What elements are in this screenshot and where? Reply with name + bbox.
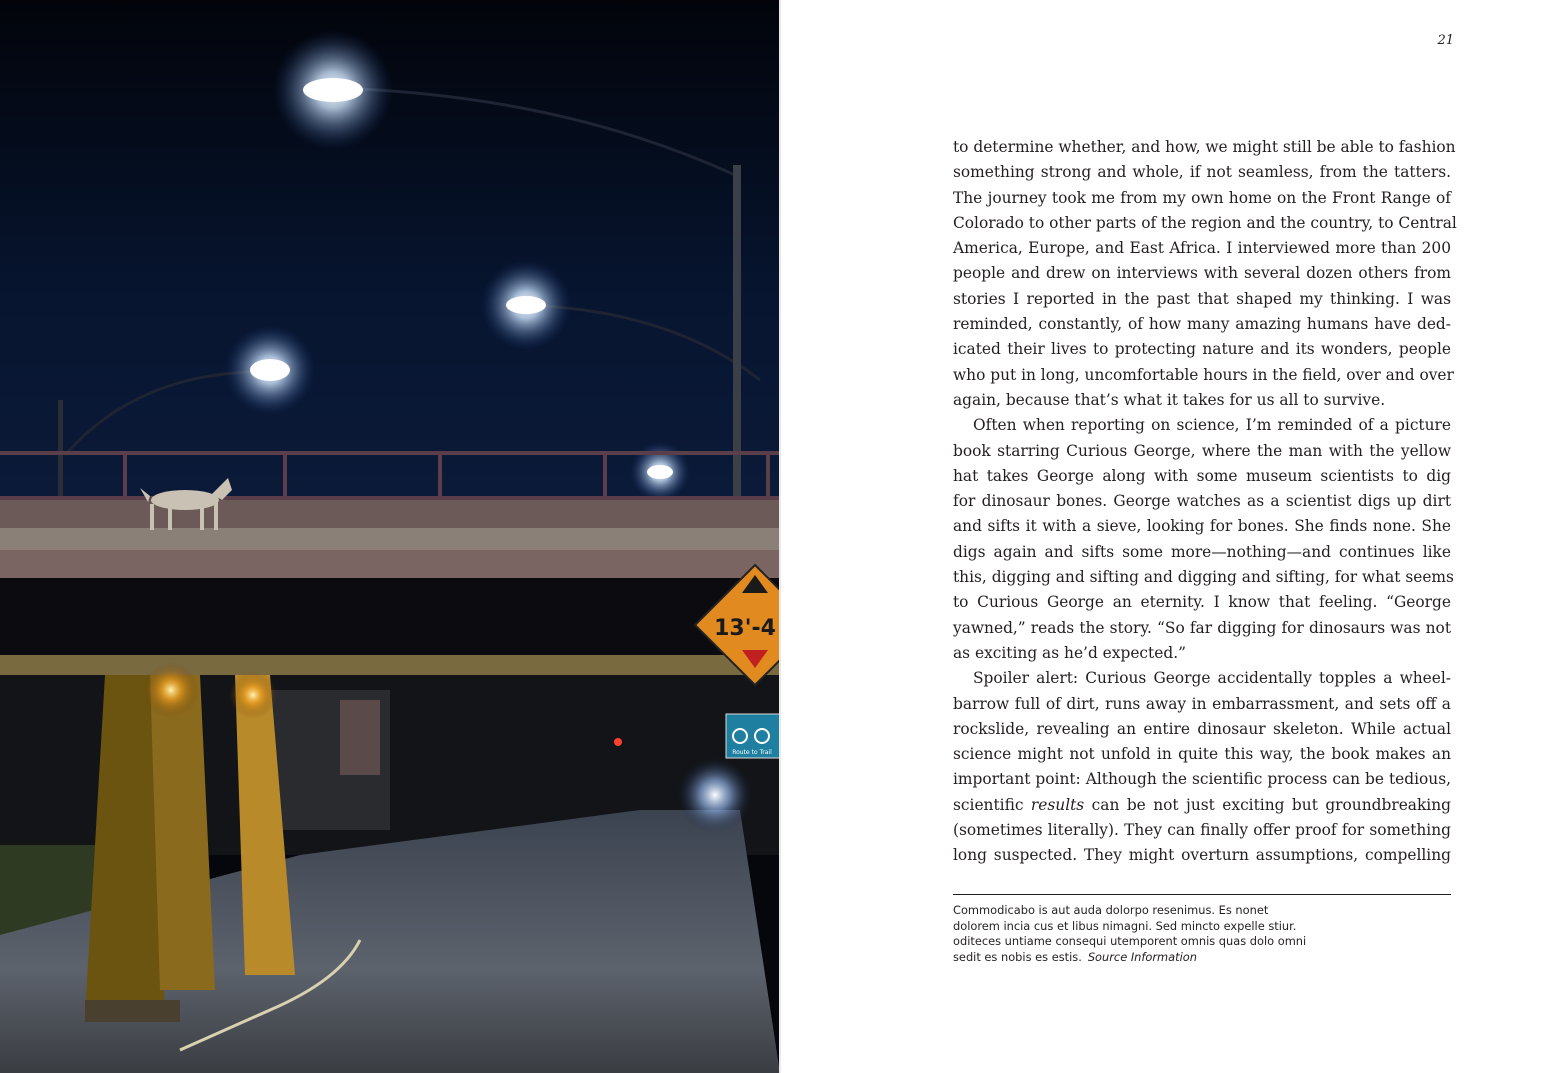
body-line: Spoiler alert: Curious George accidentally topples a wheel-	[973, 669, 1451, 688]
caption-line: sedit es nobis es estis.	[953, 949, 1082, 964]
body-line: digs again and sifts some more—nothing—and continues like	[953, 542, 1451, 561]
body-line: icated their lives to protecting nature and its wonders, people	[953, 340, 1451, 359]
caption-line: Commodicabo is aut auda dolorpo resenimus. Es nonet	[953, 903, 1269, 917]
body-line: Colorado to other parts of the region and the country, to Central	[953, 213, 1457, 232]
body-line: The journey took me from my own home on the Front Range of	[953, 188, 1451, 207]
body-line: (sometimes literally). They can finally offer proof for something	[953, 821, 1451, 840]
body-line: as exciting as he’d expected.”	[953, 643, 1186, 662]
body-line: to determine whether, and how, we might still be able to fashion	[953, 138, 1456, 156]
emphasis-italic: results	[1030, 795, 1085, 814]
bridge-pillars	[85, 675, 295, 1022]
bridge-girder	[0, 550, 780, 578]
traffic-light	[614, 738, 622, 746]
body-line: yawned,” reads the story. “So far digging for dinosaurs was not	[953, 618, 1451, 637]
page-number: 21	[1437, 33, 1454, 48]
streetlamp	[647, 465, 673, 479]
body-line: reminded, constantly, of how many amazing humans have ded-	[953, 315, 1451, 334]
clearance-sign-text: 13'-4	[714, 616, 776, 641]
caption-line: dolorem incia cus et libus nimagni. Sed mincto expelle stiur.	[953, 918, 1297, 933]
streetlamp	[250, 359, 290, 381]
bridge-underside	[0, 578, 780, 658]
body-line: who put in long, uncomfortable hours in the field, over and over	[953, 365, 1454, 384]
body-line: barrow full of dirt, runs away in embarrassment, and sets off a	[953, 694, 1451, 713]
body-line: America, Europe, and East Africa. I interviewed more than 200	[953, 239, 1451, 258]
body-line: this, digging and sifting and digging and sifting, for what seems	[953, 568, 1454, 587]
body-line-emphasis	[953, 793, 1451, 818]
body-line: stories I reported in the past that shaped my thinking. I was	[953, 289, 1451, 308]
body-line: science might not unfold in quite this way, the book makes an	[953, 745, 1451, 764]
streetlamp	[506, 296, 546, 314]
bike-sign-label: Route to Trail	[732, 749, 772, 756]
body-line: something strong and whole, if not seamless, from the tatters.	[953, 163, 1451, 182]
body-line: rockslide, revealing an entire dinosaur skeleton. While actual	[953, 719, 1451, 738]
emphasis-before: scientific	[953, 795, 1031, 814]
body-line: to Curious George an eternity. I know that feeling. “George	[953, 593, 1451, 612]
bridge-beam	[0, 655, 780, 675]
bridge-deck	[0, 500, 780, 530]
caption-last-line	[953, 950, 1373, 966]
emphasis-after: can be not just exciting but groundbreaking	[1084, 795, 1451, 814]
body-line: people and drew on interviews with several dozen others from	[953, 264, 1451, 283]
body-line: book starring Curious George, where the man with the yellow	[953, 441, 1451, 460]
footnote-rule	[953, 894, 1451, 895]
banner	[340, 700, 380, 775]
body-line: and sifts it with a sieve, looking for bones. She finds none. She	[953, 517, 1451, 536]
bike-route-sign	[726, 714, 780, 758]
car-headlight	[677, 757, 753, 833]
body-line: again, because that’s what it takes for us all to survive.	[953, 390, 1386, 409]
text-page	[781, 0, 1560, 1073]
bridge-ballast	[0, 528, 780, 552]
underpass-lamp-glow	[229, 671, 277, 719]
body-line: important point: Although the scientific process can be tedious,	[953, 770, 1451, 789]
body-line: hat takes George along with some museum scientists to dig	[953, 466, 1451, 485]
streetlamp	[303, 78, 363, 102]
underpass-lamp-glow	[143, 662, 199, 718]
photo-caption	[953, 903, 1373, 965]
body-line: for dinosaur bones. George watches as a scientist digs up dirt	[953, 492, 1451, 511]
body-line: long suspected. They might overturn assumptions, compelling	[953, 846, 1451, 865]
body-line: Often when reporting on science, I’m reminded of a picture	[973, 416, 1451, 435]
body-text	[953, 135, 1457, 869]
caption-line: oditeces untiame consequi utemporent omnis quas dolo omni	[953, 934, 1307, 949]
caption-source: Source Information	[1087, 949, 1197, 964]
